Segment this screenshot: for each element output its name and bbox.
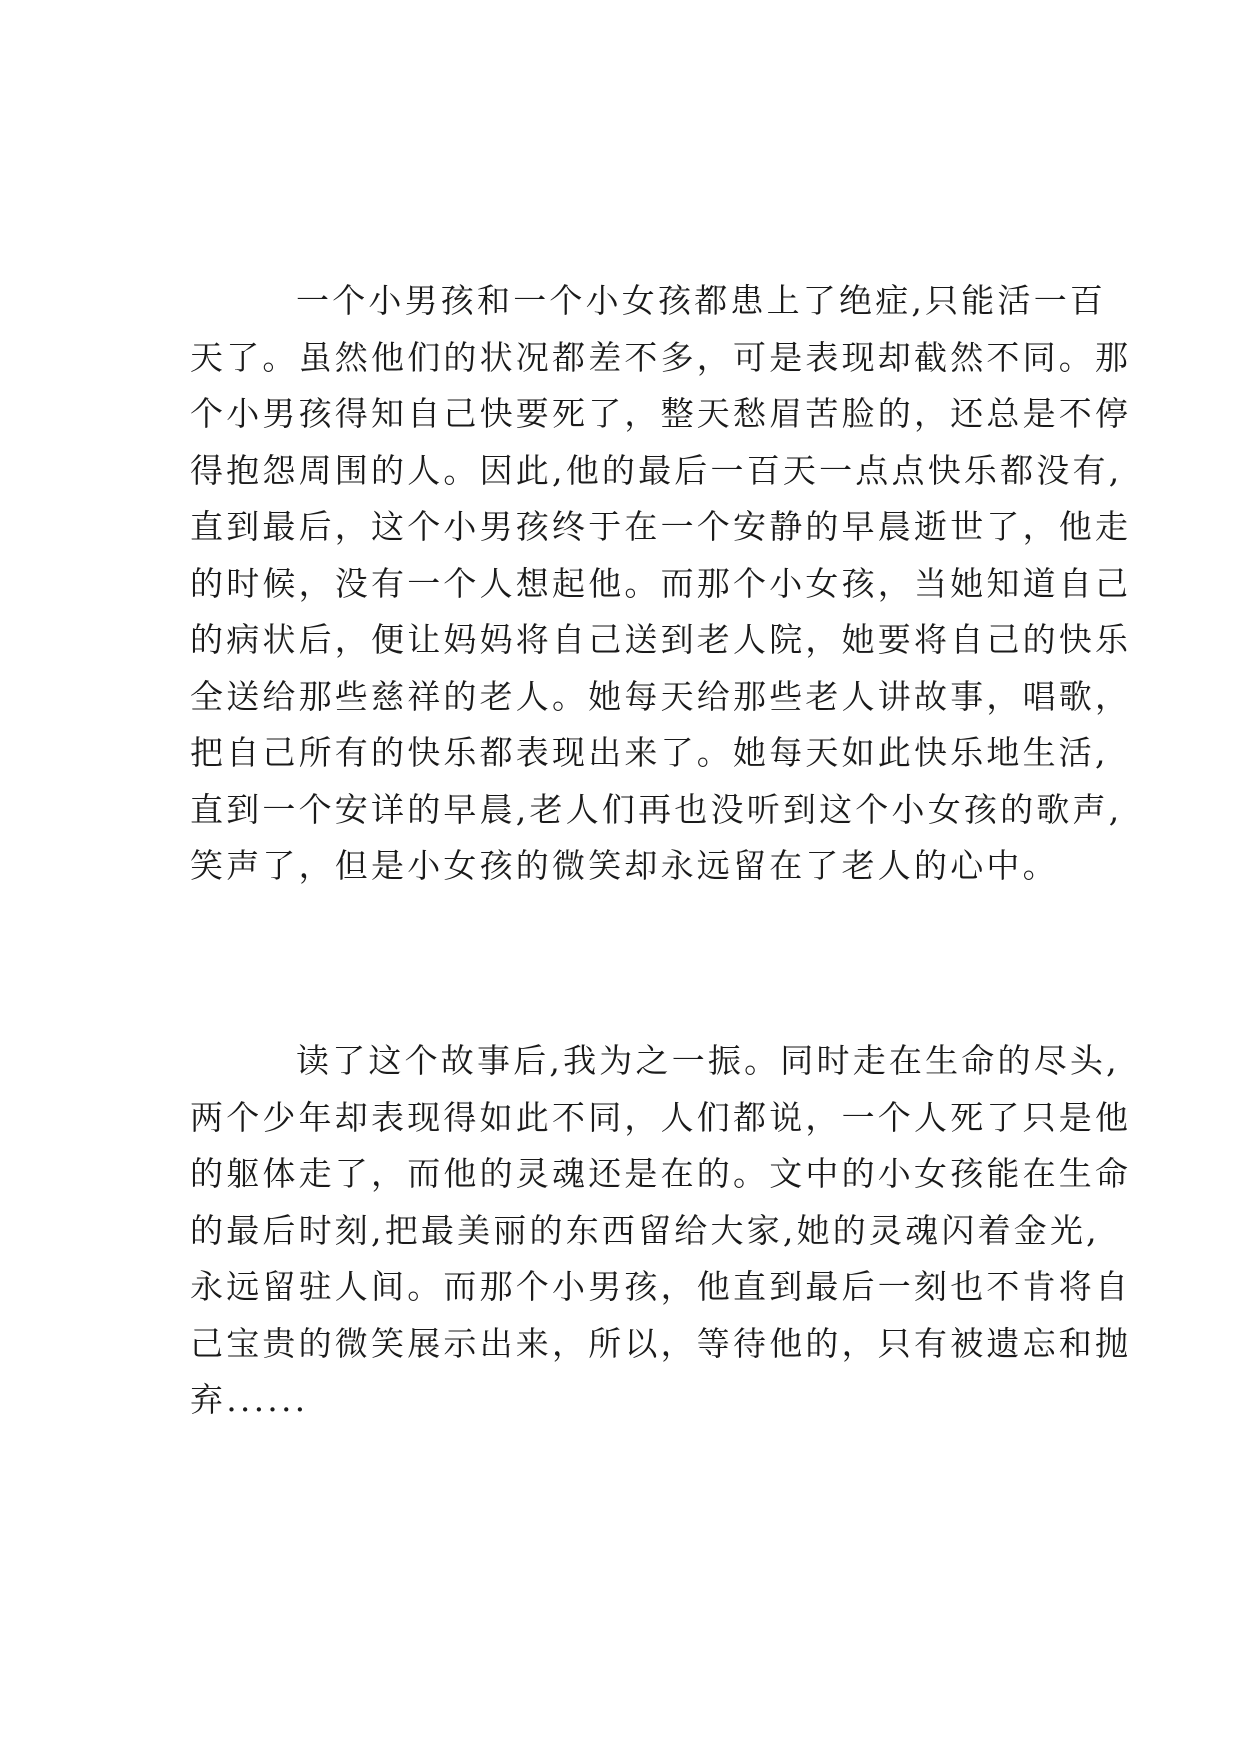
paragraph-line: 笑声了，但是小女孩的微笑却永远留在了老人的心中。 [190, 846, 1059, 885]
paragraph-line: 两个少年却表现得如此不同，人们都说，一个人死了只是他 [190, 1097, 1132, 1137]
reflection-paragraph [190, 1033, 1132, 1429]
paragraph-line: 直到一个安详的早晨,老人们再也没听到这个小女孩的歌声, [190, 789, 1123, 829]
paragraph-line: 己宝贵的微笑展示出来，所以，等待他的，只有被遗忘和抛 [190, 1323, 1132, 1363]
paragraph-line: 的病状后，便让妈妈将自己送到老人院，她要将自己的快乐 [190, 620, 1132, 659]
paragraph-line: 一个小男孩和一个小女孩都患上了绝症,只能活一百 [296, 281, 1107, 320]
paragraph-line: 得抱怨周围的人。因此,他的最后一百天一点点快乐都没有, [190, 450, 1123, 490]
paragraph-line: 天了。虽然他们的状况都差不多，可是表现却截然不同。那 [190, 337, 1132, 377]
paragraph-line: 永远留驻人间。而那个小男孩，他直到最后一刻也不肯将自 [190, 1267, 1132, 1306]
paragraph-line: 的最后时刻,把最美丽的东西留给大家,她的灵魂闪着金光, [190, 1210, 1100, 1250]
story-paragraph [190, 273, 1132, 895]
paragraph-line: 读了这个故事后,我为之一振。同时走在生命的尽头, [296, 1041, 1120, 1080]
paragraph-line: 全送给那些慈祥的老人。她每天给那些老人讲故事，唱歌， [190, 676, 1132, 716]
paragraph-line: 直到最后，这个小男孩终于在一个安静的早晨逝世了，他走 [190, 507, 1132, 546]
paragraph-line: 把自己所有的快乐都表现出来了。她每天如此快乐地生活, [190, 733, 1109, 772]
paragraph-line: 的躯体走了，而他的灵魂还是在的。文中的小女孩能在生命 [190, 1154, 1132, 1193]
paragraph-line: 的时候，没有一个人想起他。而那个小女孩，当她知道自己 [190, 563, 1132, 603]
paragraph-line: 弃...... [190, 1380, 309, 1419]
paragraph-line: 个小男孩得知自己快要死了，整天愁眉苦脸的，还总是不停 [190, 394, 1132, 433]
